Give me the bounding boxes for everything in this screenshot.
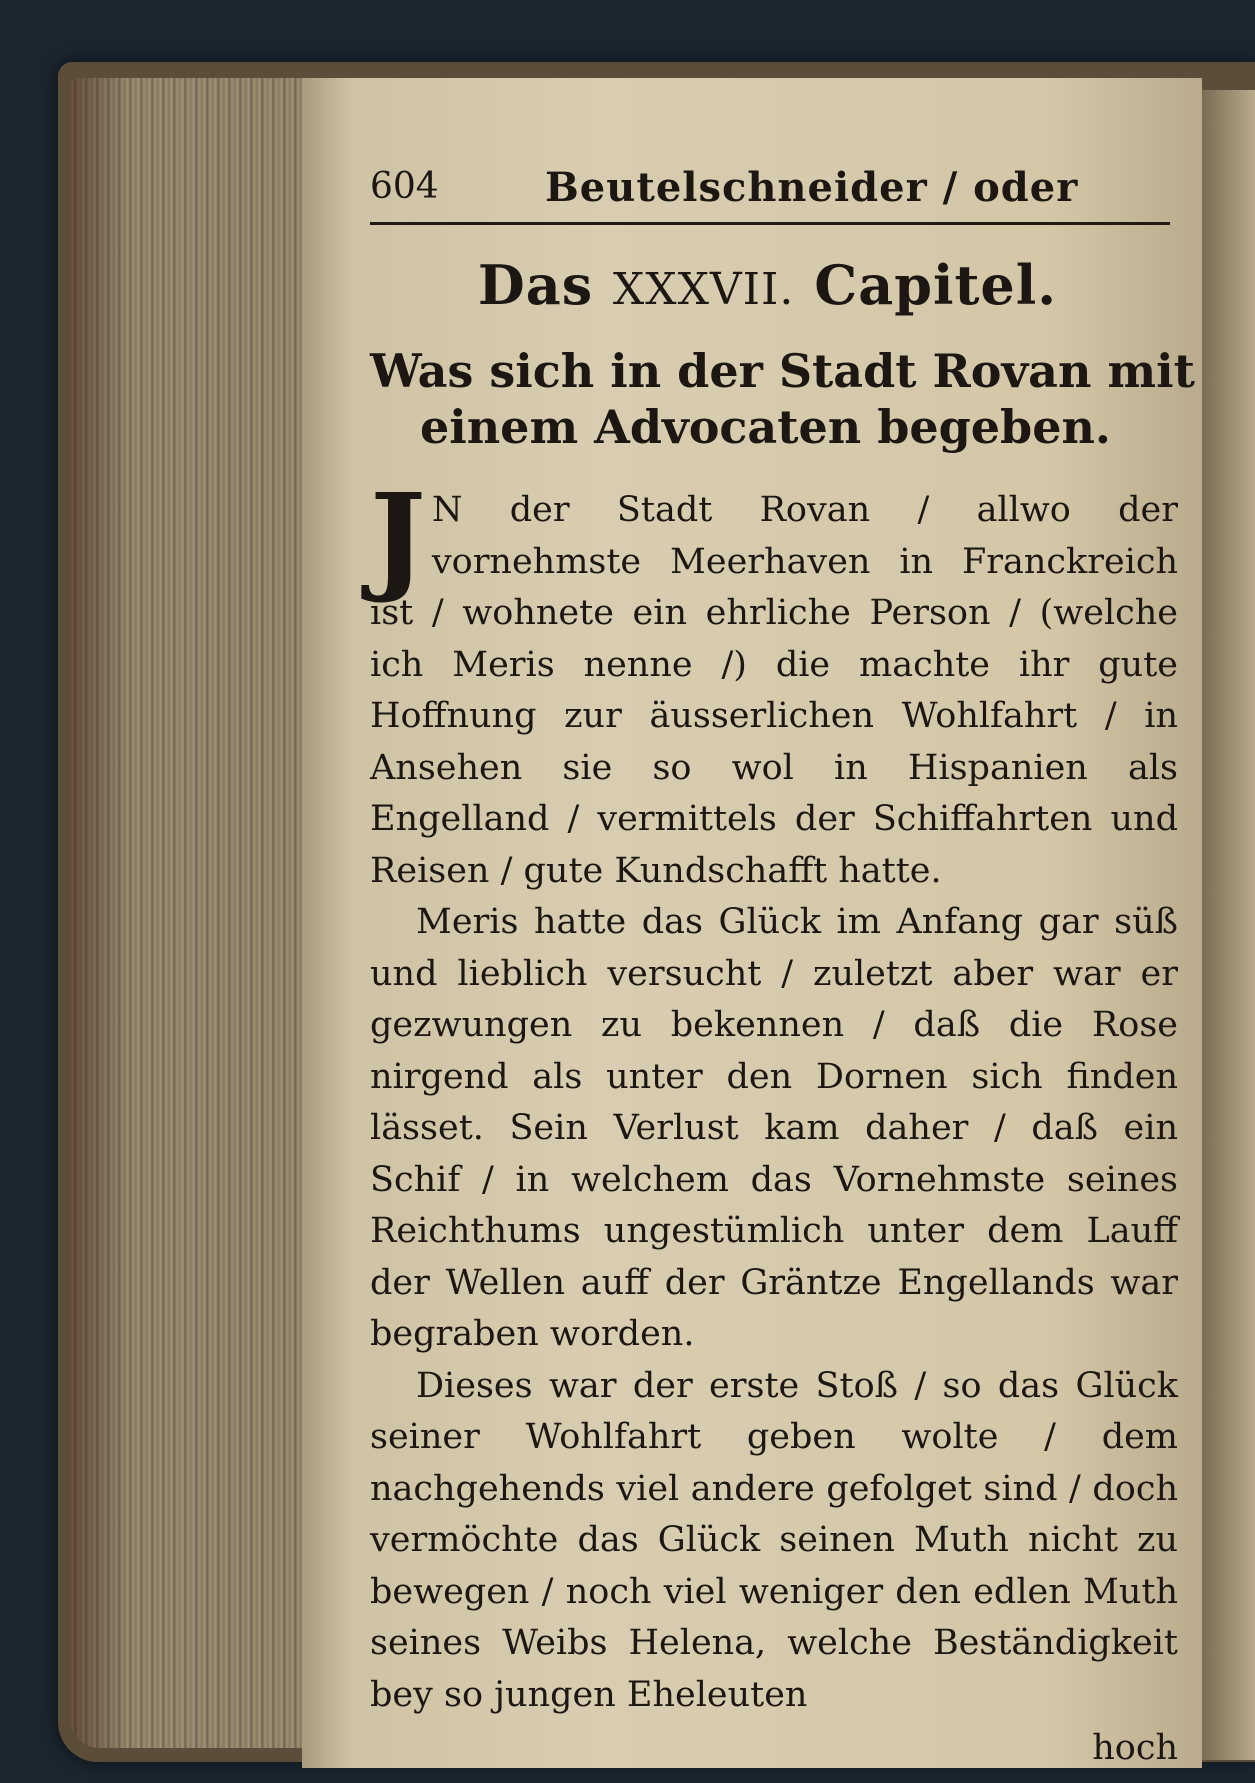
paragraph-1 (370, 467, 1178, 897)
page-text (370, 160, 1195, 1771)
chapter-heading (370, 253, 1165, 317)
header-rule (370, 222, 1170, 225)
paragraph-3: Dieses war der erste Stoß / so das Glück seiner Wohlfahrt geben wolte / dem nachgehends viel andere gefolget sind / doch vermöchte das Glück seinen Muth nicht zu bewegen / noch viel weniger den edlen Muth seines Weibs Helena, welche Beständigkeit bey so jungen Eheleuten (370, 1365, 1178, 1715)
running-head (370, 160, 1195, 222)
chapter-subtitle: Was sich in der Stadt Rovan mit einem Advocaten begeben. (370, 344, 1195, 454)
chapter-prefix: Das (477, 253, 594, 317)
running-title: Beutelschneider / oder (545, 164, 1079, 211)
page-number: 604 (370, 166, 439, 207)
page-edges (70, 78, 308, 1748)
chapter-number: XXXVII. (612, 264, 795, 315)
chapter-word: Capitel. (814, 253, 1058, 317)
paragraph-2: Meris hatte das Glück im Anfang gar süß und lieblich versucht / zuletzt aber war er gezwungen zu bekennen / daß die Rose nirgend als unter den Dornen sich finden lässet. Sein Verlust kam daher / daß ein Schif / in welchem das Vornehmste seines Reichthums ungestümlich unter dem Lauff der Wellen auff der Gräntze Engellands war begraben worden. (370, 902, 1178, 1354)
paragraph-text: N der Stadt Rovan / allwo der vornehmste Meerhaven in Franckreich ist / wohnete ein ehrliche Person / (welche ich Meris nenne /) die machte ihr gute Hoffnung zur äusserlichen Wohlfahrt / in Ansehen sie so wol in Hispanien als Engelland / vermittels der Schiffahrten und Reisen / gute Kundschafft hatte. (370, 490, 1178, 891)
catchword: hoch (1092, 1728, 1178, 1768)
facing-page-edge (1202, 90, 1255, 1760)
drop-cap: J (370, 467, 426, 606)
